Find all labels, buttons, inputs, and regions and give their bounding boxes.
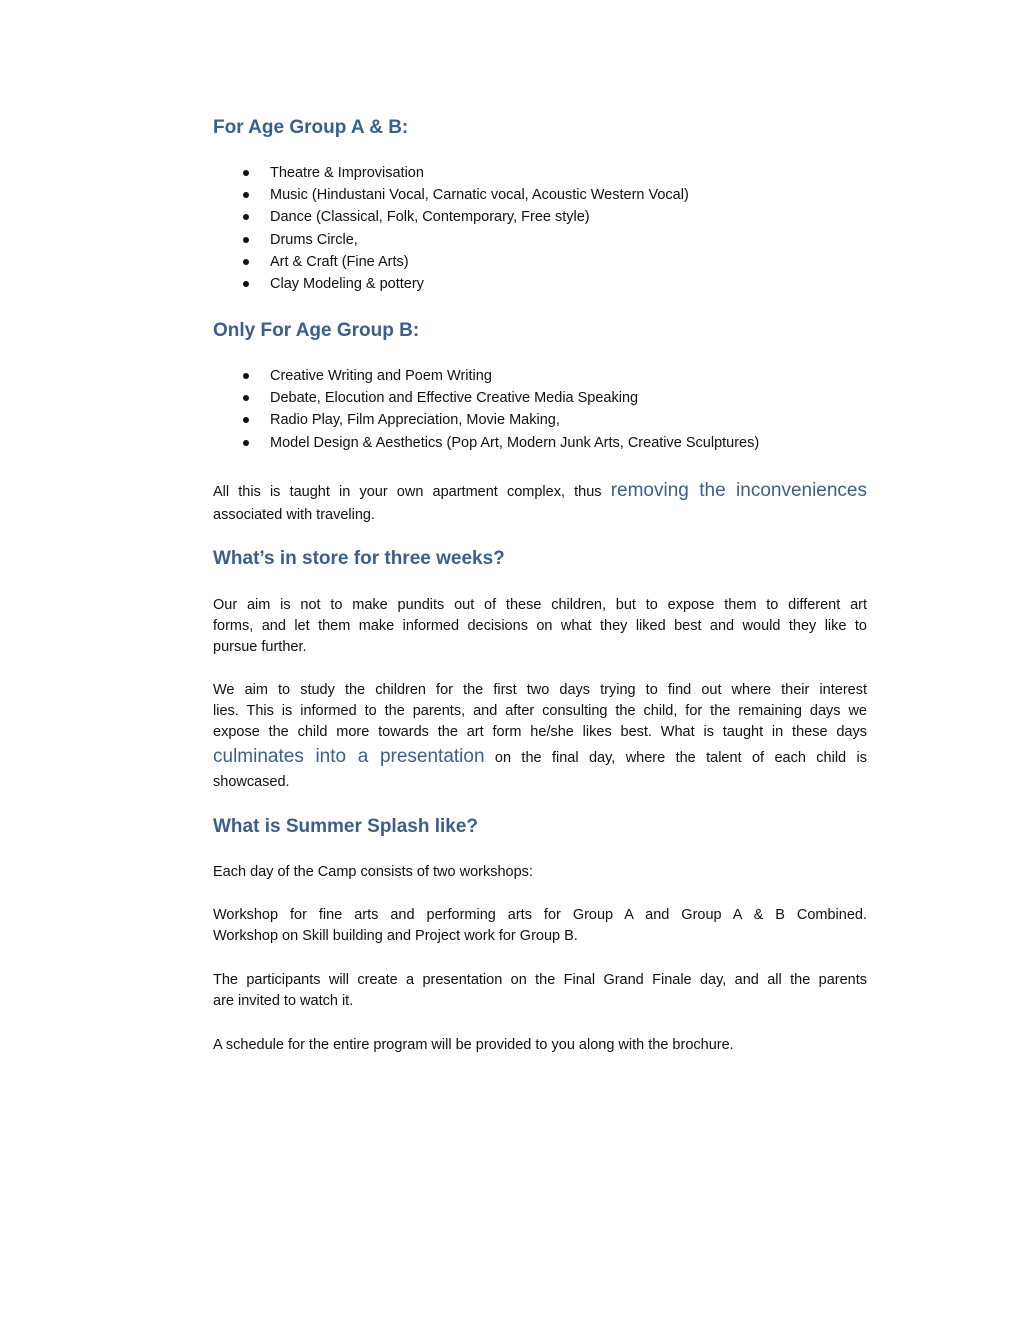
list-item-text: Music (Hindustani Vocal, Carnatic vocal, Acoustic Western Vocal) <box>270 187 689 204</box>
apartment-paragraph <box>213 478 867 526</box>
list-item <box>213 206 867 228</box>
bullet-icon <box>243 373 249 379</box>
bullet-icon <box>243 237 249 243</box>
paragraph-line <box>213 478 867 505</box>
list-item-text: Art & Craft (Fine Arts) <box>270 253 409 270</box>
bullet-icon <box>243 395 249 401</box>
paragraph-line: forms, and let them make informed decisions on what they liked best and would they like to <box>213 618 867 634</box>
list-item-text: Model Design & Aesthetics (Pop Art, Modern Junk Arts, Creative Sculptures) <box>270 434 760 451</box>
list-age-group-b <box>213 365 867 454</box>
bullet-icon <box>243 259 249 265</box>
heading-summer-splash: What is Summer Splash like? <box>213 816 479 837</box>
paragraph-line: Each day of the Camp consists of two workshops: <box>213 864 533 880</box>
list-item <box>213 432 867 454</box>
list-item <box>213 273 867 295</box>
paragraph-line: are invited to watch it. <box>213 993 354 1009</box>
list-item <box>213 409 867 431</box>
paragraph-line: Workshop for fine arts and performing arts for Group A and Group A & B Combined. <box>213 907 867 923</box>
heading-age-group-ab: For Age Group A & B: <box>213 117 409 138</box>
list-item-text: Dance (Classical, Folk, Contemporary, Free style) <box>270 209 590 226</box>
list-item <box>213 365 867 387</box>
paragraph-line: pursue further. <box>213 639 307 655</box>
paragraph-line: A schedule for the entire program will be provided to you along with the brochure. <box>213 1037 734 1053</box>
heading-three-weeks: What’s in store for three weeks? <box>213 548 505 569</box>
list-item <box>213 162 867 184</box>
list-item-text: Radio Play, Film Appreciation, Movie Making, <box>270 412 560 429</box>
three-weeks-paragraph-1 <box>213 595 867 658</box>
bullet-icon <box>243 170 249 176</box>
paragraph-line: Workshop on Skill building and Project work for Group B. <box>213 928 578 944</box>
list-item-text: Drums Circle, <box>270 231 358 248</box>
paragraph-line <box>213 743 867 772</box>
paragraph-line: The participants will create a presentation on the Final Grand Finale day, and all the parents <box>213 972 867 988</box>
list-item <box>213 229 867 251</box>
paragraph-line: We aim to study the children for the first two days trying to find out where their interest <box>213 682 867 698</box>
bullet-icon <box>243 281 249 287</box>
workshops-paragraph <box>213 905 867 947</box>
list-item <box>213 387 867 409</box>
paragraph-line: showcased. <box>213 774 290 790</box>
list-item <box>213 184 867 206</box>
list-age-group-ab <box>213 162 867 295</box>
list-item <box>213 251 867 273</box>
paragraph-line: expose the child more towards the art form he/she likes best. What is taught in these days <box>213 724 867 740</box>
highlight-text: culminates into a presentation <box>213 746 485 767</box>
list-item-text: Creative Writing and Poem Writing <box>270 368 492 384</box>
list-item-text: Clay Modeling & pottery <box>270 275 424 292</box>
paragraph-text: on the final day, where the talent of each child is <box>484 750 867 766</box>
bullet-icon <box>243 417 249 423</box>
schedule-paragraph <box>213 1035 867 1056</box>
paragraph-line: lies. This is informed to the parents, and after consulting the child, for the remaining days we <box>213 703 867 719</box>
summer-splash-intro <box>213 862 867 883</box>
three-weeks-paragraph-2 <box>213 680 867 793</box>
list-item-text: Debate, Elocution and Effective Creative Media Speaking <box>270 390 639 407</box>
finale-paragraph <box>213 970 867 1012</box>
bullet-icon <box>243 192 249 198</box>
bullet-icon <box>243 214 249 220</box>
paragraph-line: Our aim is not to make pundits out of these children, but to expose them to different art <box>213 597 867 613</box>
list-item-text: Theatre & Improvisation <box>270 165 424 181</box>
bullet-icon <box>243 440 249 446</box>
heading-age-group-b: Only For Age Group B: <box>213 320 420 341</box>
paragraph-text: All this is taught in your own apartment complex, thus <box>213 484 611 500</box>
highlight-text: removing the inconveniences <box>610 480 868 501</box>
paragraph-line: associated with traveling. <box>213 507 375 523</box>
